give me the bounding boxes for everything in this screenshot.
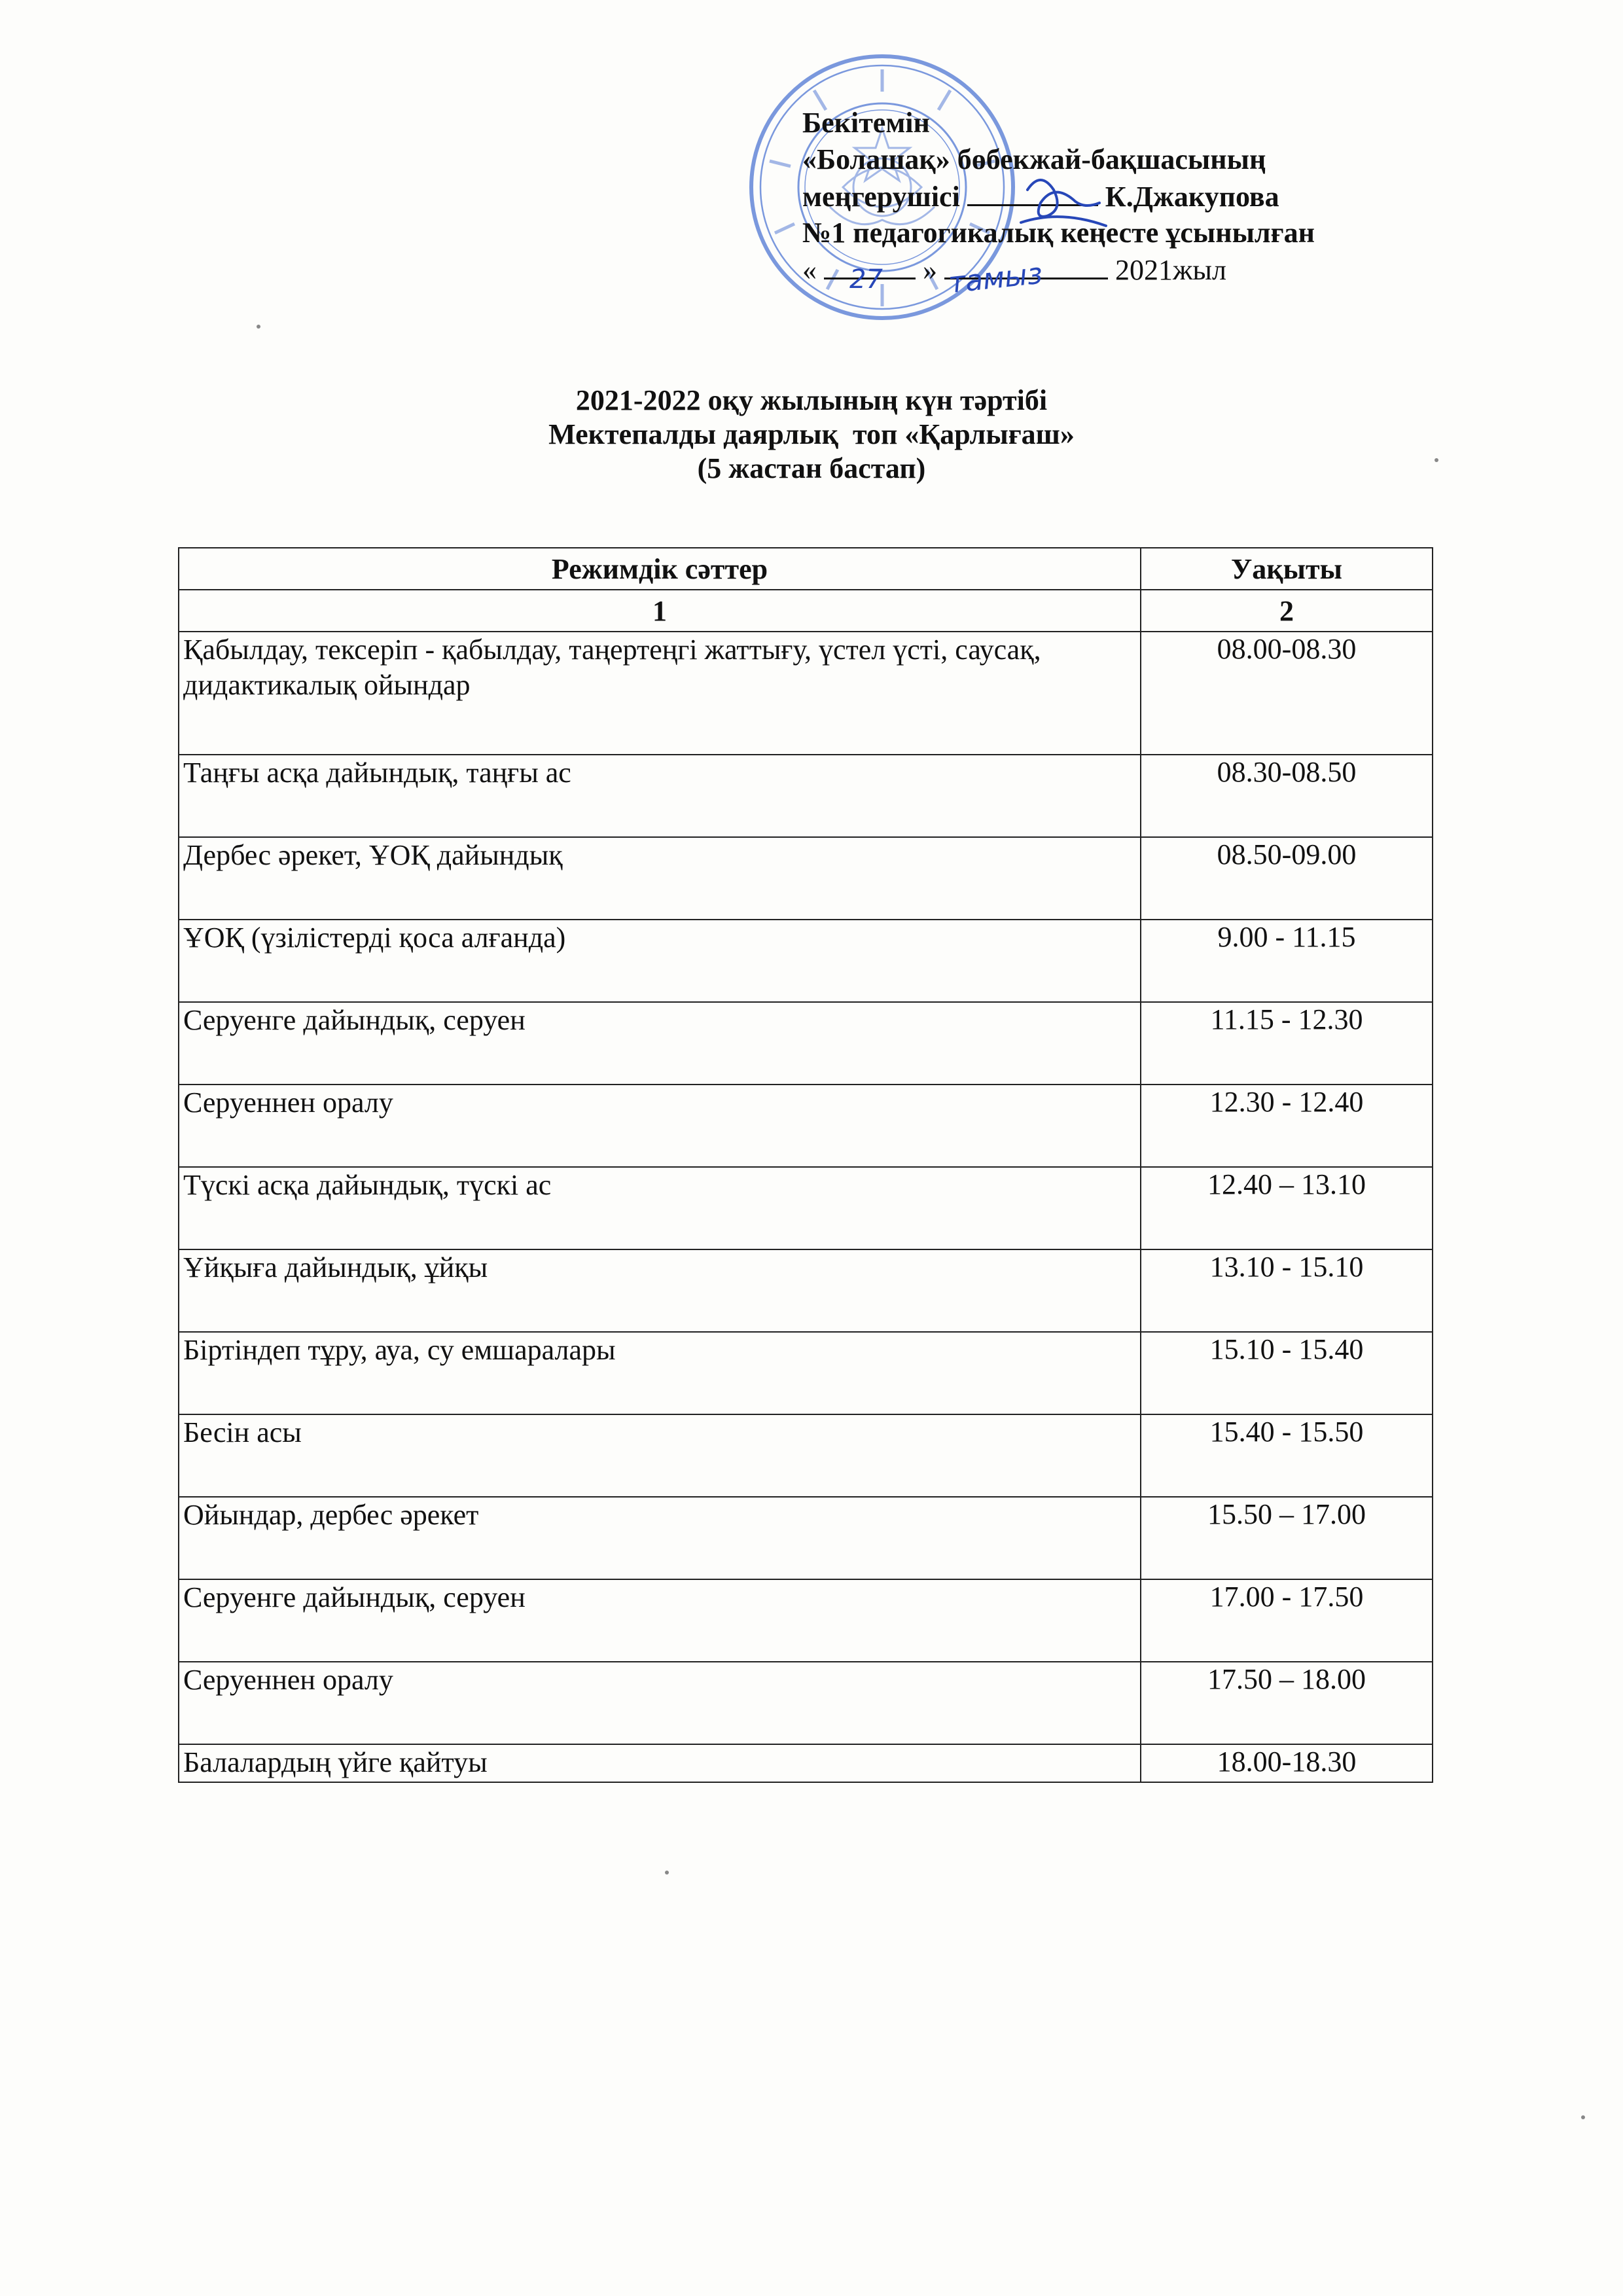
table-row <box>179 1497 1433 1579</box>
handwritten-month: тамыз <box>946 257 1044 300</box>
time-cell: 12.40 – 13.10 <box>1141 1167 1433 1249</box>
date-close-quote: » <box>923 254 937 286</box>
time-cell: 08.30-08.50 <box>1141 755 1433 837</box>
time-cell: 08.00-08.30 <box>1141 632 1433 755</box>
activity-cell: Серуенге дайындық, серуен <box>179 1579 1141 1662</box>
time-cell: 12.30 - 12.40 <box>1141 1085 1433 1167</box>
table-row <box>179 1085 1433 1167</box>
approval-title: Бекітемін <box>802 107 930 139</box>
head-title: меңгерушісі <box>802 181 960 213</box>
column-number-row <box>179 590 1433 632</box>
time-cell: 08.50-09.00 <box>1141 837 1433 920</box>
activity-cell: Қабылдау, тексеріп - қабылдау, таңертеңгі жаттығу, үстел үсті, саусақ, дидактикалық ойындар <box>179 632 1141 755</box>
table-row <box>179 1249 1433 1332</box>
time-cell: 13.10 - 15.10 <box>1141 1249 1433 1332</box>
scan-speck <box>1435 458 1438 462</box>
time-cell: 15.10 - 15.40 <box>1141 1332 1433 1414</box>
time-cell: 9.00 - 11.15 <box>1141 920 1433 1002</box>
kindergarten-name: «Болашақ» бөбекжай-бақшасының <box>802 143 1266 175</box>
handwritten-day: 27 <box>849 264 883 295</box>
activity-cell: Ұйқыға дайындық, ұйқы <box>179 1249 1141 1332</box>
column-number-1: 1 <box>179 590 1141 632</box>
group-name: Мектепалды даярлық топ «Қарлығаш» <box>548 418 1075 450</box>
table-row <box>179 1744 1433 1782</box>
activity-cell: Ойындар, дербес әрекет <box>179 1497 1141 1579</box>
activity-cell: Серуеннен оралу <box>179 1662 1141 1744</box>
head-name: К.Джакупова <box>1105 181 1279 213</box>
time-cell: 15.40 - 15.50 <box>1141 1414 1433 1497</box>
time-cell: 18.00-18.30 <box>1141 1744 1433 1782</box>
document-title: 2021-2022 оқу жылының күн тәртібі <box>575 384 1048 416</box>
activity-cell: ҰОҚ (үзілістерді қоса алғанда) <box>179 920 1141 1002</box>
column-header-time: Уақыты <box>1141 548 1433 590</box>
age-group: (5 жастан бастап) <box>697 452 926 484</box>
handwritten-signature <box>1001 164 1119 236</box>
activity-cell: Серуенге дайындық, серуен <box>179 1002 1141 1085</box>
activity-cell: Біртіндеп тұру, ауа, су емшаралары <box>179 1332 1141 1414</box>
table-row <box>179 1167 1433 1249</box>
activity-cell: Бесін асы <box>179 1414 1141 1497</box>
activity-cell: Дербес әрекет, ҰОҚ дайындық <box>179 837 1141 920</box>
table-row <box>179 1579 1433 1662</box>
table-row <box>179 837 1433 920</box>
activity-cell: Серуеннен оралу <box>179 1085 1141 1167</box>
document-heading <box>0 384 1623 486</box>
table-row <box>179 755 1433 837</box>
column-header-activity: Режимдік сәттер <box>179 548 1141 590</box>
activity-cell: Таңғы асқа дайындық, таңғы ас <box>179 755 1141 837</box>
activity-cell: Түскі асқа дайындық, түскі ас <box>179 1167 1141 1249</box>
date-year: 2021жыл <box>1115 254 1226 286</box>
table-row <box>179 1414 1433 1497</box>
daily-schedule-table <box>178 547 1433 1783</box>
column-number-2: 2 <box>1141 590 1433 632</box>
handwritten-date <box>812 257 1152 315</box>
table-row <box>179 1002 1433 1085</box>
table-header-row <box>179 548 1433 590</box>
scan-speck <box>1581 2115 1585 2119</box>
scan-speck <box>257 325 260 329</box>
table-row <box>179 1662 1433 1744</box>
time-cell: 15.50 – 17.00 <box>1141 1497 1433 1579</box>
time-cell: 11.15 - 12.30 <box>1141 1002 1433 1085</box>
date-open-quote: « <box>802 254 817 286</box>
time-cell: 17.50 – 18.00 <box>1141 1662 1433 1744</box>
table-row <box>179 1332 1433 1414</box>
table-row <box>179 632 1433 755</box>
scan-speck <box>665 1871 669 1874</box>
council-line: №1 педагогикалық кеңесте ұсынылған <box>802 217 1315 249</box>
table-row <box>179 920 1433 1002</box>
activity-cell: Балалардың үйге қайтуы <box>179 1744 1141 1782</box>
time-cell: 17.00 - 17.50 <box>1141 1579 1433 1662</box>
